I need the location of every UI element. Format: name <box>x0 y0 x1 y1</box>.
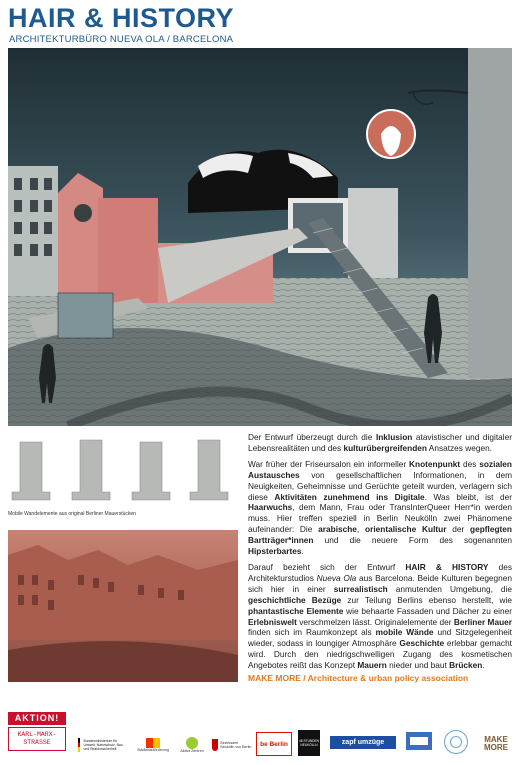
aktion-karl-marx-strasse-logo: AKTION! KARL-MARX- STRASSE <box>8 712 66 758</box>
zapf-umzuege-logo: zapf umzüge <box>330 736 396 749</box>
neukoelln-logo: Bezirksamt Neukölln von Berlin <box>212 732 252 758</box>
wall-elements-image <box>8 434 238 510</box>
aktive-zentren-logo: Aktive Zentren <box>176 732 208 758</box>
make-more-logo: MAKE MORE <box>480 730 512 758</box>
make-more-credit: MAKE MORE / Architecture & urban policy association <box>248 673 469 683</box>
paragraph-context: War früher der Friseursalon ein informeller Knotenpunkt des sozialen Austausches von gesellschaftlichen Informationen, in dem Neuigkeiten, Geheimnisse und Gerüchte geteilt wurden, verlagern sich diese Aktivitäten zunehmend ins Digitale. Was bleibt, ist der Haarwuchs, dem Mann, Frau oder TransInterQueer Herr*in werden muss. Hier treffen speziell in Berlin Neukölln zwei Phänomene aufeinander: Die arabische, orientalische Kultur der gepflegten Bartträger*innen und die neuere Form des sogenannten Hipsterbartes. <box>248 458 512 557</box>
sponsor-logo-blue <box>406 732 432 750</box>
page-subtitle: ARCHITEKTURBÜRO NUEVA OLA / BARCELONA <box>9 34 234 45</box>
paragraph-intro: Der Entwurf überzeugt durch die Inklusion atavistischer und digitaler Lebensrealitäten und des kulturübergreifenden Ansatzes wegen. <box>248 432 512 453</box>
hero-rendering <box>8 48 512 426</box>
be-berlin-logo: be Berlin <box>256 732 292 756</box>
staedtebau-logo: Städtebauförderung <box>134 732 172 758</box>
street-rendering <box>8 530 238 682</box>
ministry-logo: Bundesministerium für Umwelt, Naturschutz, Bau und Reaktorsicherheit <box>78 732 128 758</box>
sponsor-logo-circle <box>444 730 468 754</box>
48-stunden-neukoelln-logo: 48 STUNDEN NEUKÖLLN <box>298 730 320 756</box>
sponsor-logo-bar <box>8 708 512 760</box>
description-text <box>248 432 512 676</box>
page-title: HAIR & HISTORY <box>8 3 235 33</box>
paragraph-concept: Darauf bezieht sich der Entwurf HAIR & HISTORY des Architekturstudios Nueva Ola aus Barcelona. Beide Kulturen begegnen sich hier in einer surrealistisch anmutenden Umgebung, die geschichtliche Bezüge zur Teilung Berlins ebenso herstellt, wie phantastische Elemente wie behaarte Fassaden und Dächer zu einer Erlebniswelt verschmelzen lässt. Originalelemente der Berliner Mauer finden sich im Raumkonzept als mobile Wände und Sitzgelegenheit wieder, sodass in loungiger Atmosphäre Geschichte erlebbar gemacht wird. Durch den niedrigschwelligen Zugang des kosmetischen Angebotes reißt das Konzept Mauern nieder und baut Brücken. <box>248 561 513 671</box>
wall-elements-caption: Mobile Wandelemente aus original Berliner Mauerstücken <box>8 511 136 517</box>
